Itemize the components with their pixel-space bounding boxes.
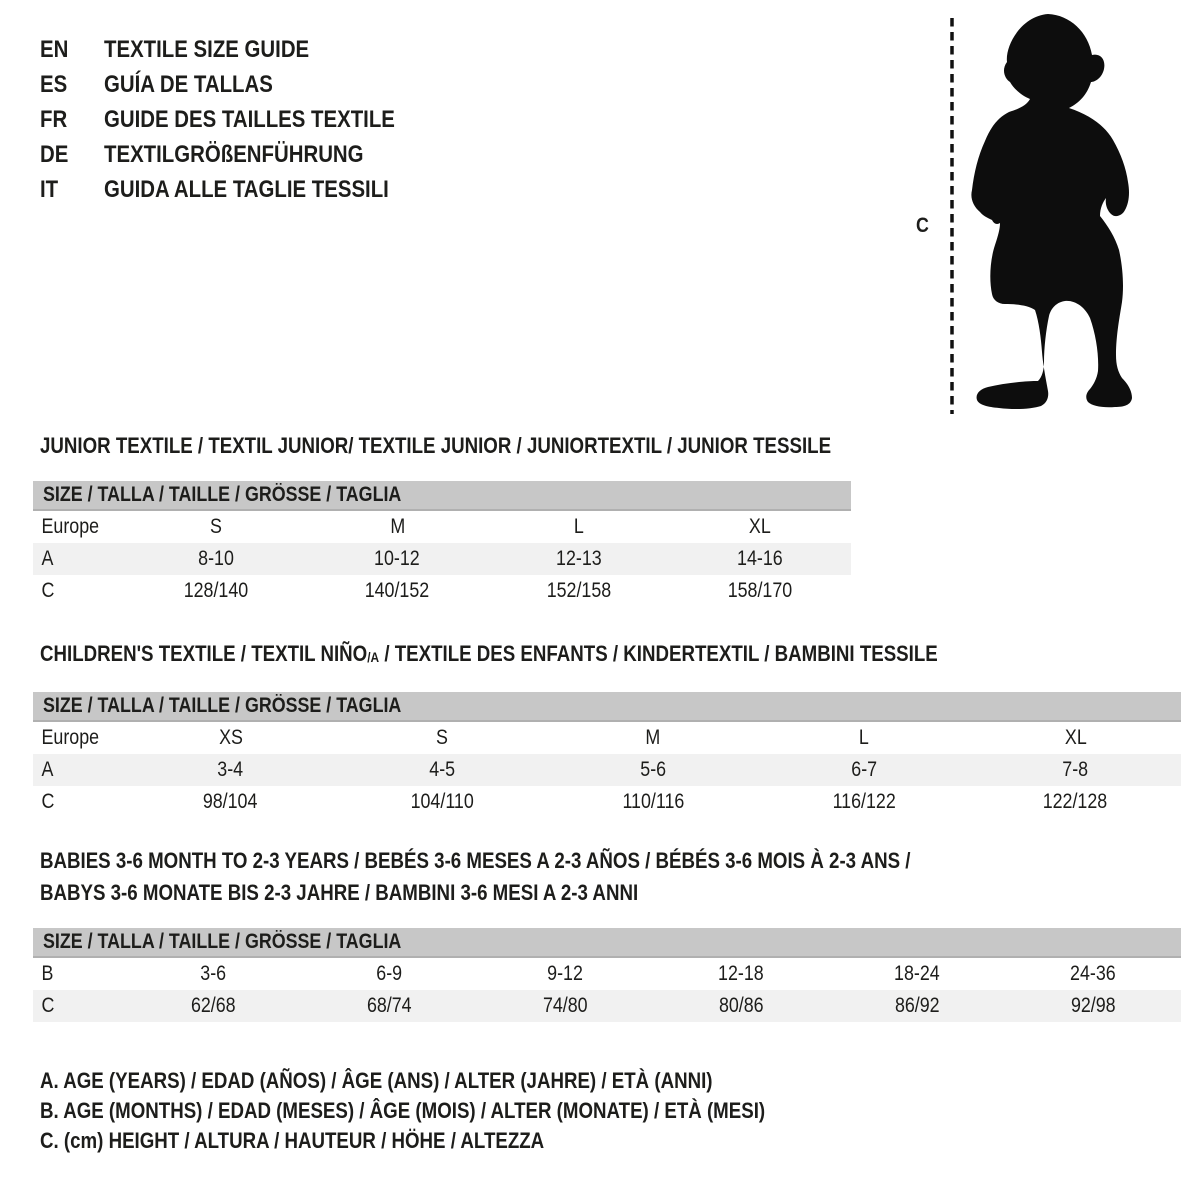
table-cell: [125, 786, 336, 818]
size-header-label: SIZE / TALLA / TAILLE / GRÖSSE / TAGLIA: [43, 483, 402, 506]
cell-value: 116/122: [832, 790, 896, 813]
section-title-text: BABYS 3-6 MONATE BIS 2-3 JAHRE / BAMBINI 3-6 MESI A 2-3 ANNI: [40, 880, 639, 905]
cell-value: 6-7: [851, 758, 878, 781]
language-code: DE: [40, 141, 69, 168]
cell-value: L: [859, 726, 870, 749]
language-code: IT: [40, 176, 59, 203]
row-label: A: [41, 547, 54, 570]
row-label: C: [41, 790, 55, 813]
cell-value: 7-8: [1062, 758, 1089, 781]
legend-line: [40, 1066, 893, 1096]
size-table-section-junior: [40, 430, 971, 607]
legend-line: [40, 1096, 893, 1126]
table-row: [33, 754, 1181, 786]
height-measure-label: C: [916, 214, 929, 237]
cell-value: 6-9: [376, 962, 402, 985]
legend-line: [40, 1126, 893, 1156]
language-row: [40, 67, 446, 102]
table-cell: [670, 575, 852, 607]
cell-value: 128/140: [183, 579, 249, 602]
cell-value: 9-12: [547, 962, 583, 985]
cell-value: 12-18: [718, 962, 764, 985]
table-cell: [336, 754, 547, 786]
cell-value: 18-24: [894, 962, 940, 985]
language-title: GUÍA DE TALLAS: [104, 71, 273, 98]
table-row: [33, 990, 1181, 1022]
table-cell: [477, 990, 653, 1022]
table-cell: [970, 722, 1181, 754]
cell-value: 8-10: [197, 547, 234, 570]
table-cell: [488, 511, 670, 543]
cell-value: XS: [218, 726, 243, 749]
section-title-text: /A: [367, 649, 380, 665]
table-cell: [125, 511, 307, 543]
language-code: EN: [40, 36, 69, 63]
size-header-band: [33, 692, 1181, 722]
language-row: [40, 172, 446, 207]
section-title-text: / TEXTILE DES ENFANTS / KINDERTEXTIL / BAMBINI TESSILE: [379, 641, 938, 666]
table-cell: [301, 958, 477, 990]
language-code: FR: [40, 106, 68, 133]
language-row: [40, 137, 446, 172]
table-cell: [488, 575, 670, 607]
table-row: [33, 543, 851, 575]
cell-value: 104/110: [410, 790, 474, 813]
cell-value: 86/92: [894, 994, 940, 1017]
table-cell: [547, 754, 758, 786]
size-table-section-babies: [40, 845, 1200, 1022]
table-cell: [336, 722, 547, 754]
row-label: C: [41, 994, 55, 1017]
cell-value: 10-12: [374, 547, 421, 570]
cell-value: XL: [1064, 726, 1087, 749]
cell-value: 122/128: [1043, 790, 1108, 813]
cell-value: L: [573, 515, 584, 538]
cell-value: 3-4: [217, 758, 244, 781]
language-row: [40, 32, 446, 67]
table-row: [33, 575, 851, 607]
language-title: GUIDE DES TAILLES TEXTILE: [104, 106, 395, 133]
section-title: [40, 845, 1200, 909]
row-label: B: [41, 962, 54, 985]
language-title-list: [40, 32, 446, 207]
row-label: Europe: [41, 515, 100, 538]
language-title: TEXTILE SIZE GUIDE: [104, 36, 310, 63]
legend-text: A. AGE (YEARS) / EDAD (AÑOS) / ÂGE (ANS) / ALTER (JAHRE) / ETÀ (ANNI): [40, 1068, 713, 1093]
table-cell: [547, 722, 758, 754]
size-header-band: [33, 928, 1181, 958]
table-cell: [759, 722, 970, 754]
size-header-label: SIZE / TALLA / TAILLE / GRÖSSE / TAGLIA: [43, 930, 402, 953]
table-cell: [125, 958, 301, 990]
cell-value: S: [435, 726, 448, 749]
section-title-line: [40, 638, 938, 673]
cell-value: 98/104: [203, 790, 258, 813]
language-title: GUIDA ALLE TAGLIE TESSILI: [104, 176, 389, 203]
legend-text: C. (cm) HEIGHT / ALTURA / HAUTEUR / HÖHE / ALTEZZA: [40, 1128, 545, 1153]
table-cell: [759, 754, 970, 786]
row-label: Europe: [41, 726, 100, 749]
cell-value: 3-6: [200, 962, 226, 985]
cell-value: 12-13: [555, 547, 602, 570]
table-cell: [970, 786, 1181, 818]
section-title-text: BABIES 3-6 MONTH TO 2-3 YEARS / BEBÉS 3-6 MESES A 2-3 AÑOS / BÉBÉS 3-6 MOIS À 2-3 ANS /: [40, 848, 911, 873]
row-label: C: [41, 579, 55, 602]
size-table-section-children: [40, 638, 1181, 818]
cell-value: 68/74: [366, 994, 412, 1017]
table-cell: [125, 543, 307, 575]
table-row: [33, 722, 1181, 754]
section-title: [40, 430, 971, 462]
table-cell: [336, 786, 547, 818]
table-cell: [307, 543, 489, 575]
size-table: [33, 692, 1181, 818]
cell-value: S: [209, 515, 222, 538]
table-cell: [125, 754, 336, 786]
table-cell: [670, 543, 852, 575]
table-cell: [488, 543, 670, 575]
child-silhouette-graphic: [900, 10, 1140, 420]
section-title-line: [40, 877, 638, 909]
section-title-text: JUNIOR TEXTILE / TEXTIL JUNIOR/ TEXTILE JUNIOR / JUNIORTEXTIL / JUNIOR TESSILE: [40, 433, 832, 458]
cell-value: 158/170: [727, 579, 793, 602]
cell-value: 110/116: [622, 790, 684, 813]
cell-value: 74/80: [542, 994, 588, 1017]
table-cell: [1005, 958, 1181, 990]
cell-value: 80/86: [718, 994, 764, 1017]
cell-value: M: [645, 726, 661, 749]
cell-value: 4-5: [428, 758, 455, 781]
table-cell: [547, 786, 758, 818]
table-cell: [1005, 990, 1181, 1022]
table-cell: [125, 722, 336, 754]
table-cell: [970, 754, 1181, 786]
cell-value: 24-36: [1070, 962, 1116, 985]
table-cell: [301, 990, 477, 1022]
size-table: [33, 928, 1181, 1022]
cell-value: M: [389, 515, 405, 538]
table-cell: [829, 958, 1005, 990]
table-cell: [653, 990, 829, 1022]
section-title-line: [40, 845, 910, 877]
language-row: [40, 102, 446, 137]
table-row: [33, 786, 1181, 818]
cell-value: 92/98: [1070, 994, 1116, 1017]
table-cell: [829, 990, 1005, 1022]
section-title-text: CHILDREN'S TEXTILE / TEXTIL NIÑO: [40, 641, 368, 666]
language-code: ES: [40, 71, 68, 98]
height-figure: [900, 10, 1160, 425]
table-cell: [477, 958, 653, 990]
legend: [40, 1066, 893, 1156]
section-title-line: [40, 430, 831, 462]
table-cell: [307, 575, 489, 607]
table-cell: [670, 511, 852, 543]
toddler-silhouette-icon: [971, 14, 1132, 409]
table-cell: [307, 511, 489, 543]
cell-value: 14-16: [737, 547, 784, 570]
cell-value: 5-6: [640, 758, 666, 781]
legend-text: B. AGE (MONTHS) / EDAD (MESES) / ÂGE (MOIS) / ALTER (MONATE) / ETÀ (MESI): [40, 1098, 766, 1123]
cell-value: 140/152: [364, 579, 430, 602]
table-cell: [653, 958, 829, 990]
size-header-band: [33, 481, 851, 511]
table-row: [33, 511, 851, 543]
size-table: [33, 481, 851, 607]
table-row: [33, 958, 1181, 990]
row-label: A: [41, 758, 54, 781]
section-title: [40, 638, 1181, 673]
size-header-label: SIZE / TALLA / TAILLE / GRÖSSE / TAGLIA: [43, 694, 402, 717]
cell-value: XL: [749, 515, 772, 538]
table-cell: [125, 575, 307, 607]
table-cell: [125, 990, 301, 1022]
cell-value: 62/68: [190, 994, 236, 1017]
cell-value: 152/158: [546, 579, 612, 602]
table-cell: [759, 786, 970, 818]
language-title: TEXTILGRÖßENFÜHRUNG: [104, 141, 364, 168]
